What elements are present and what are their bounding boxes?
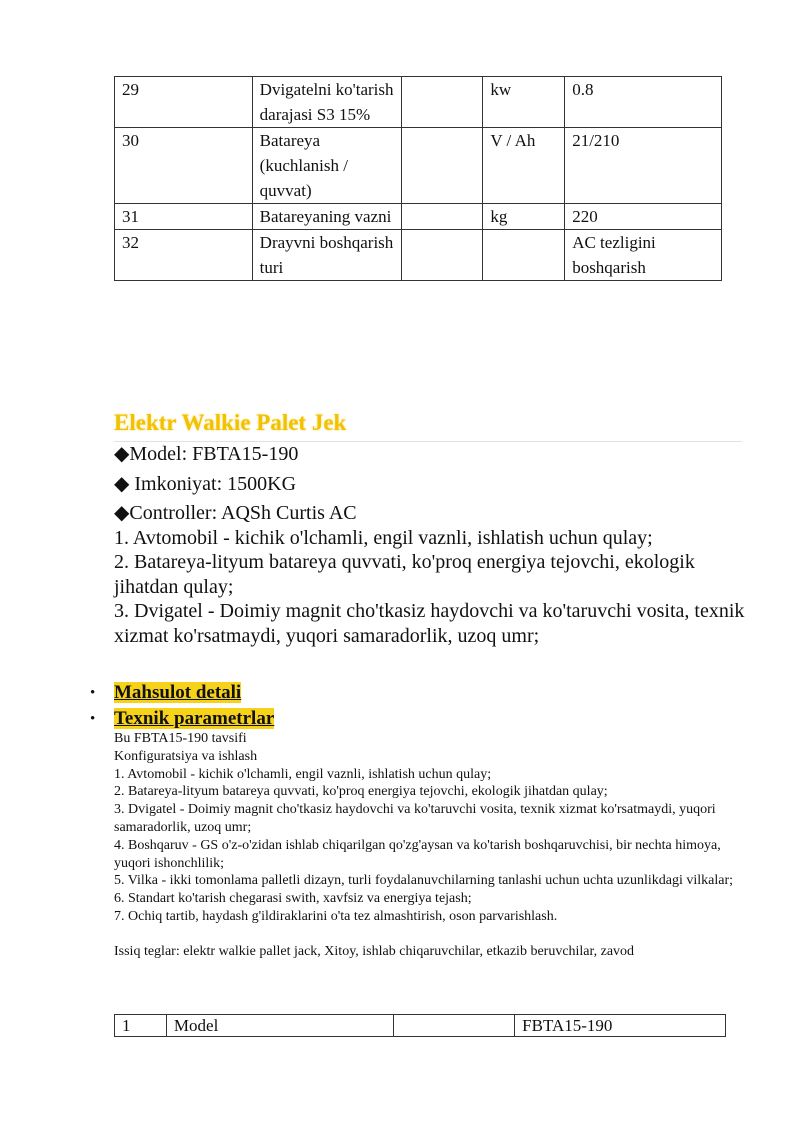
capacity-line: ◆ Imkoniyat: 1500KG <box>114 472 297 495</box>
parameter-unit <box>483 230 565 281</box>
hot-tags: Issiq teglar: elektr walkie pallet jack, Xitoy, ishlab chiqaruvchilar, etkazib beruvchilar, zavod <box>114 943 635 959</box>
product-detail-link[interactable]: Mahsulot detali <box>114 682 242 703</box>
description-item: 7. Ochiq tartib, haydash g'ildiraklarini o'ta tez almashtirish, oson parvarishlash. <box>114 908 558 924</box>
row-number: 29 <box>115 77 253 128</box>
parameter-value: AC tezligini boshqarish <box>565 230 722 281</box>
parameter-name: Batareyaning vazni <box>252 204 401 230</box>
parameter-name: Dvigatelni ko'tarish darajasi S3 15% <box>252 77 401 128</box>
product-description <box>114 730 744 961</box>
description-item: 1. Avtomobil - kichik o'lchamli, engil vaznli, ishlatish uchun qulay; <box>114 766 492 782</box>
model-table <box>114 1014 726 1037</box>
row-number: 31 <box>115 204 253 230</box>
table-row <box>115 128 722 204</box>
row-number: 30 <box>115 128 253 204</box>
parameter-unit: kg <box>483 204 565 230</box>
parameter-unit: V / Ah <box>483 128 565 204</box>
parameter-value: 0.8 <box>565 77 722 128</box>
row-number: 32 <box>115 230 253 281</box>
parameter-name: Drayvni boshqarish turi <box>252 230 401 281</box>
table-row <box>115 230 722 281</box>
description-item: 2. Batareya-lityum batareya quvvati, ko'proq energiya tejovchi, ekologik jihatdan qulay; <box>114 784 608 800</box>
description-item: 3. Dvigatel - Doimiy magnit cho'tkasiz haydovchi va ko'taruvchi vosita, texnik xizmat ko'rsatmaydi, yuqori samaradorlik, uzoq umr; <box>114 802 716 835</box>
parameter-extra <box>401 204 483 230</box>
parameter-extra <box>401 230 483 281</box>
parameter-extra <box>401 77 483 128</box>
feature-item: 2. Batareya-lityum batareya quvvati, ko'proq energiya tejovchi, ekologik jihatdan qulay; <box>114 551 695 598</box>
feature-item: 3. Dvigatel - Doimiy magnit cho'tkasiz haydovchi va ko'taruvchi vosita, texnik xizmat ko'rsatmaydi, yuqori samaradorlik, uzoq umr; <box>114 600 745 647</box>
parameter-name: Model <box>166 1015 393 1037</box>
row-number: 1 <box>115 1015 167 1037</box>
description-item: 4. Boshqaruv - GS o'z-o'zidan ishlab chiqarilgan qo'zg'aysan va ko'tarish boshqaruvchisi, bir nechta himoya, yuqori ishonchlilik; <box>114 837 721 871</box>
parameter-extra <box>401 128 483 204</box>
parameter-name: Batareya (kuchlanish / quvvat) <box>252 128 401 204</box>
product-title: Elektr Walkie Palet Jek <box>114 408 742 442</box>
description-heading: Bu FBTA15-190 tavsifi <box>114 731 247 746</box>
bullet-icon: • <box>90 685 96 701</box>
parameter-extra <box>394 1015 515 1037</box>
parameter-value: FBTA15-190 <box>515 1015 726 1037</box>
spec-table <box>114 76 722 281</box>
description-item: 6. Standart ko'tarish chegarasi swith, xavfsiz va energiya tejash; <box>114 891 472 907</box>
feature-item: 1. Avtomobil - kichik o'lchamli, engil vaznli, ishlatish uchun qulay; <box>114 526 653 549</box>
parameter-value: 21/210 <box>565 128 722 204</box>
list-item <box>90 706 274 732</box>
parameter-unit: kw <box>483 77 565 128</box>
parameter-value: 220 <box>565 204 722 230</box>
model-line: ◆Model: FBTA15-190 <box>114 443 299 465</box>
bullet-icon: • <box>90 711 96 727</box>
product-summary <box>114 442 754 648</box>
table-row <box>115 77 722 128</box>
description-item: 5. Vilka - ikki tomonlama palletli dizayn, turli foydalanuvchilarning tanlashi uchun uchta uzunlikdagi vilkalar; <box>114 873 734 889</box>
table-row <box>115 204 722 230</box>
tech-params-link[interactable]: Texnik parametrlar <box>114 708 275 729</box>
controller-line: ◆Controller: AQSh Curtis AC <box>114 502 357 524</box>
description-subheading: Konfiguratsiya va ishlash <box>114 748 258 764</box>
list-item <box>90 680 274 706</box>
table-row <box>115 1015 726 1037</box>
section-links <box>90 680 274 732</box>
